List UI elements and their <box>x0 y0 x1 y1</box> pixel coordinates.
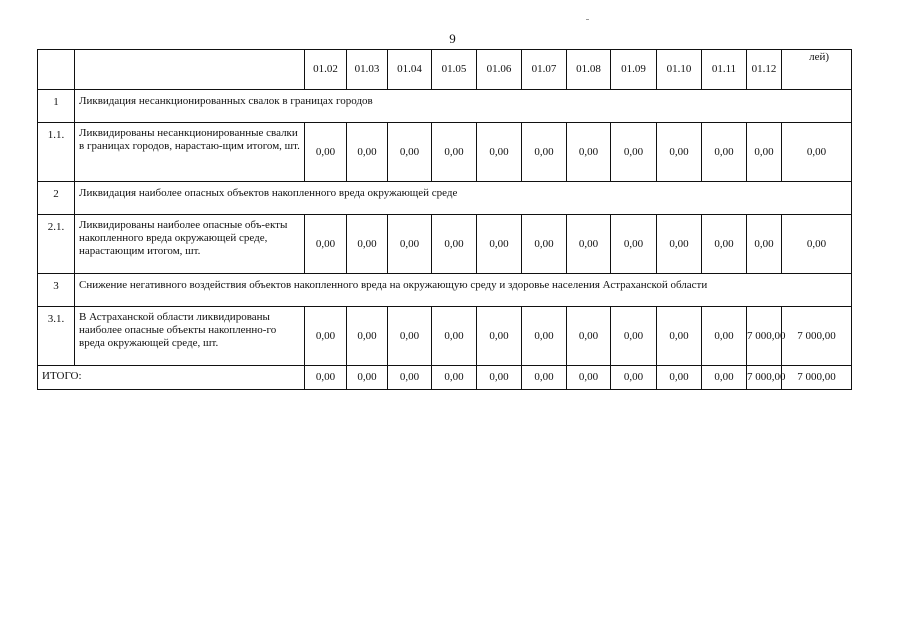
total-value-cell: 0,00 <box>567 366 611 390</box>
header-month-cell: 01.12 <box>747 50 782 90</box>
value-cell: 0,00 <box>657 215 702 274</box>
value-cell: 0,00 <box>567 307 611 366</box>
header-month-cell: 01.07 <box>522 50 567 90</box>
value-cell: 7 000,00 <box>782 307 852 366</box>
value-cell: 0,00 <box>347 215 388 274</box>
header-month-cell: 01.06 <box>477 50 522 90</box>
value-cell: 0,00 <box>611 307 657 366</box>
header-month-cell: 01.04 <box>388 50 432 90</box>
row-number: 3.1. <box>38 307 75 366</box>
section-row <box>38 182 852 215</box>
value-cell: 0,00 <box>782 215 852 274</box>
indicator-row <box>38 123 852 182</box>
value-cell: 0,00 <box>611 123 657 182</box>
value-cell: 0,00 <box>388 215 432 274</box>
total-row <box>38 366 852 390</box>
section-title: Ликвидация несанкционированных свалок в границах городов <box>75 90 852 123</box>
total-value-cell: 0,00 <box>347 366 388 390</box>
page-number: 9 <box>449 31 456 46</box>
header-row <box>38 50 852 90</box>
total-value-cell: 0,00 <box>432 366 477 390</box>
header-month-cell: 01.09 <box>611 50 657 90</box>
section-row <box>38 274 852 307</box>
header-month-cell: 01.05 <box>432 50 477 90</box>
value-cell: 7 000,00 <box>747 307 782 366</box>
row-number: 2.1. <box>38 215 75 274</box>
value-cell: 0,00 <box>567 123 611 182</box>
value-cell: 0,00 <box>432 123 477 182</box>
value-cell: 0,00 <box>305 307 347 366</box>
indicator-row <box>38 215 852 274</box>
value-cell: 0,00 <box>388 123 432 182</box>
value-cell: 0,00 <box>305 123 347 182</box>
value-cell: 0,00 <box>702 215 747 274</box>
section-row <box>38 90 852 123</box>
section-title: Снижение негативного воздействия объектов накопленного вреда на окружающую среду и здоровье населения Астраханской области <box>75 274 852 307</box>
value-cell: 0,00 <box>702 123 747 182</box>
value-cell: 0,00 <box>305 215 347 274</box>
scan-speck <box>586 19 589 20</box>
value-cell: 0,00 <box>477 307 522 366</box>
value-cell: 0,00 <box>477 215 522 274</box>
total-value-cell: 7 000,00 <box>747 366 782 390</box>
total-value-cell: 7 000,00 <box>782 366 852 390</box>
total-value-cell: 0,00 <box>477 366 522 390</box>
indicator-text: Ликвидированы несанкционированные свалки в границах городов, нарастаю-щим итогом, шт. <box>75 123 305 182</box>
value-cell: 0,00 <box>388 307 432 366</box>
value-cell: 0,00 <box>432 215 477 274</box>
value-cell: 0,00 <box>657 307 702 366</box>
value-cell: 0,00 <box>747 123 782 182</box>
value-cell: 0,00 <box>347 123 388 182</box>
value-cell: 0,00 <box>477 123 522 182</box>
total-value-cell: 0,00 <box>657 366 702 390</box>
header-last-cell: лей) <box>782 50 852 90</box>
value-cell: 0,00 <box>347 307 388 366</box>
value-cell: 0,00 <box>782 123 852 182</box>
total-value-cell: 0,00 <box>305 366 347 390</box>
header-num-cell <box>38 50 75 90</box>
indicator-row <box>38 307 852 366</box>
header-text-cell <box>75 50 305 90</box>
value-cell: 0,00 <box>432 307 477 366</box>
total-value-cell: 0,00 <box>702 366 747 390</box>
value-cell: 0,00 <box>567 215 611 274</box>
value-cell: 0,00 <box>522 215 567 274</box>
indicator-text: Ликвидированы наиболее опасные объ-екты накопленного вреда окружающей среде, нарастающим итогом, шт. <box>75 215 305 274</box>
total-label: ИТОГО: <box>38 366 305 390</box>
value-cell: 0,00 <box>747 215 782 274</box>
row-number: 2 <box>38 182 75 215</box>
total-value-cell: 0,00 <box>611 366 657 390</box>
value-cell: 0,00 <box>611 215 657 274</box>
value-cell: 0,00 <box>657 123 702 182</box>
row-number: 3 <box>38 274 75 307</box>
header-month-cell: 01.02 <box>305 50 347 90</box>
total-value-cell: 0,00 <box>388 366 432 390</box>
header-month-cell: 01.11 <box>702 50 747 90</box>
value-cell: 0,00 <box>522 307 567 366</box>
row-number: 1.1. <box>38 123 75 182</box>
header-month-cell: 01.03 <box>347 50 388 90</box>
section-title: Ликвидация наиболее опасных объектов накопленного вреда окружающей среде <box>75 182 852 215</box>
header-month-cell: 01.08 <box>567 50 611 90</box>
indicator-text: В Астраханской области ликвидированы наиболее опасные объекты накопленно-го вреда окружающей среде, шт. <box>75 307 305 366</box>
total-value-cell: 0,00 <box>522 366 567 390</box>
value-cell: 0,00 <box>702 307 747 366</box>
row-number: 1 <box>38 90 75 123</box>
header-month-cell: 01.10 <box>657 50 702 90</box>
value-cell: 0,00 <box>522 123 567 182</box>
plan-table <box>37 49 852 390</box>
